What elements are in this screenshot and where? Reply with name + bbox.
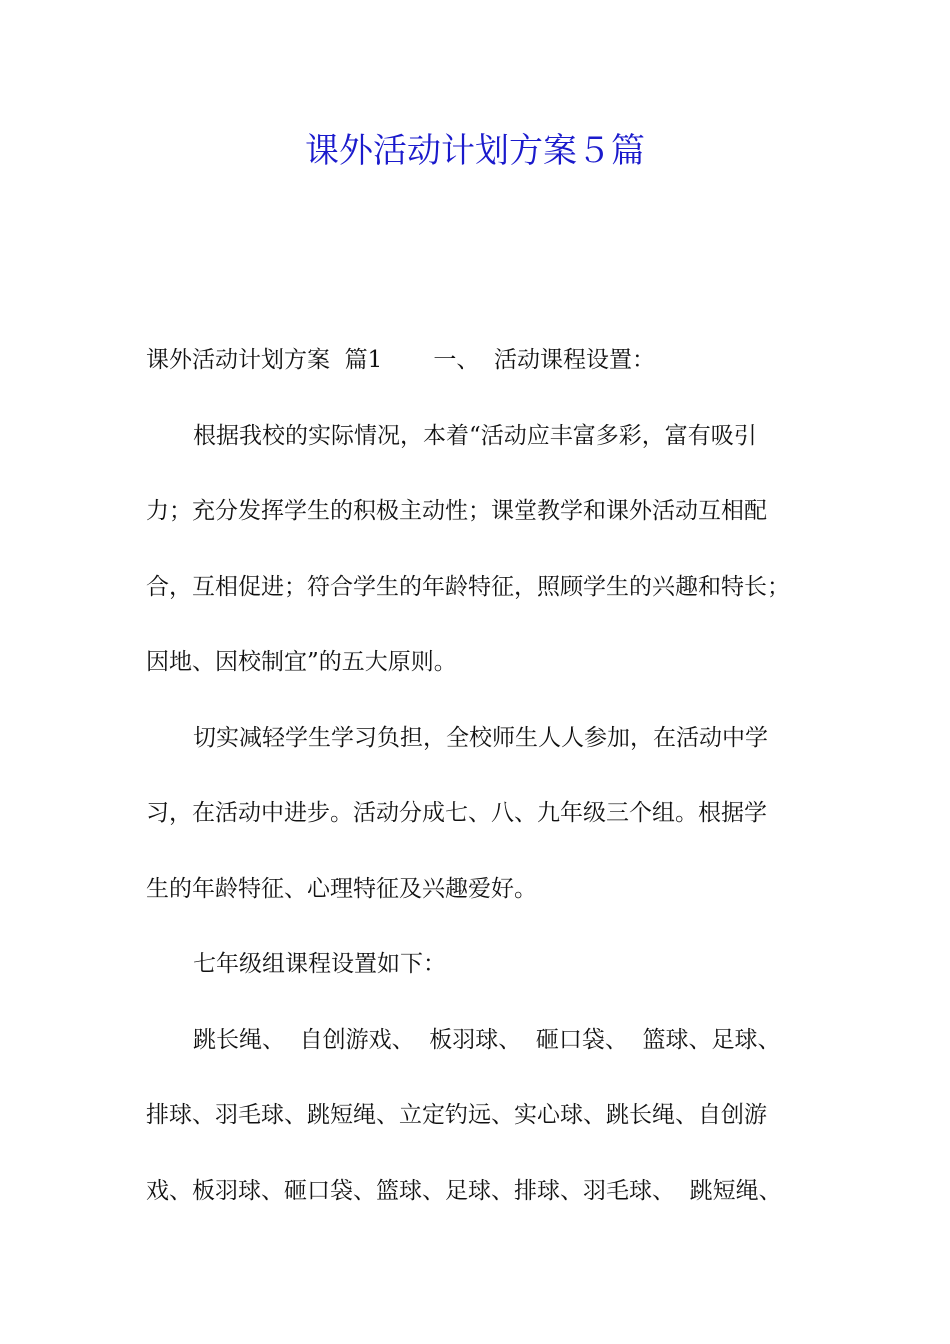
paragraph-line: 合，互相促进；符合学生的年龄特征，照顾学生的兴趣和特长；	[146, 573, 790, 600]
paragraph-line: 根据我校的实际情况，本着“活动应丰富多彩，富有吸引	[193, 422, 757, 449]
paragraph-line: 力；充分发挥学生的积极主动性；课堂教学和课外活动互相配	[146, 498, 767, 524]
section-heading-line: 课外活动计划方案 篇1 一、 活动课程设置：	[146, 347, 656, 373]
paragraph-line: 排球、羽毛球、跳短绳、立定钓远、实心球、跳长绳、自创游	[146, 1102, 767, 1128]
paragraph-line: 戏、板羽球、砸口袋、篮球、足球、排球、羽毛球、 跳短绳、	[146, 1177, 782, 1204]
paragraph-line: 习，在活动中进步。活动分成七、八、九年级三个组。根据学	[146, 800, 767, 826]
paragraph-line: 跳长绳、 自创游戏、 板羽球、 砸口袋、 篮球、足球、	[193, 1026, 781, 1053]
document-body	[146, 334, 806, 1240]
paragraph-line: 因地、因校制宜”的五大原则。	[146, 649, 457, 675]
paragraph-line: 生的年龄特征、心理特征及兴趣爱好。	[146, 875, 537, 902]
document-title: 课外活动计划方案５篇	[305, 131, 645, 171]
paragraph-line: 七年级组课程设置如下：	[193, 951, 446, 977]
paragraph-line: 切实减轻学生学习负担，全校师生人人参加，在活动中学	[193, 724, 768, 751]
